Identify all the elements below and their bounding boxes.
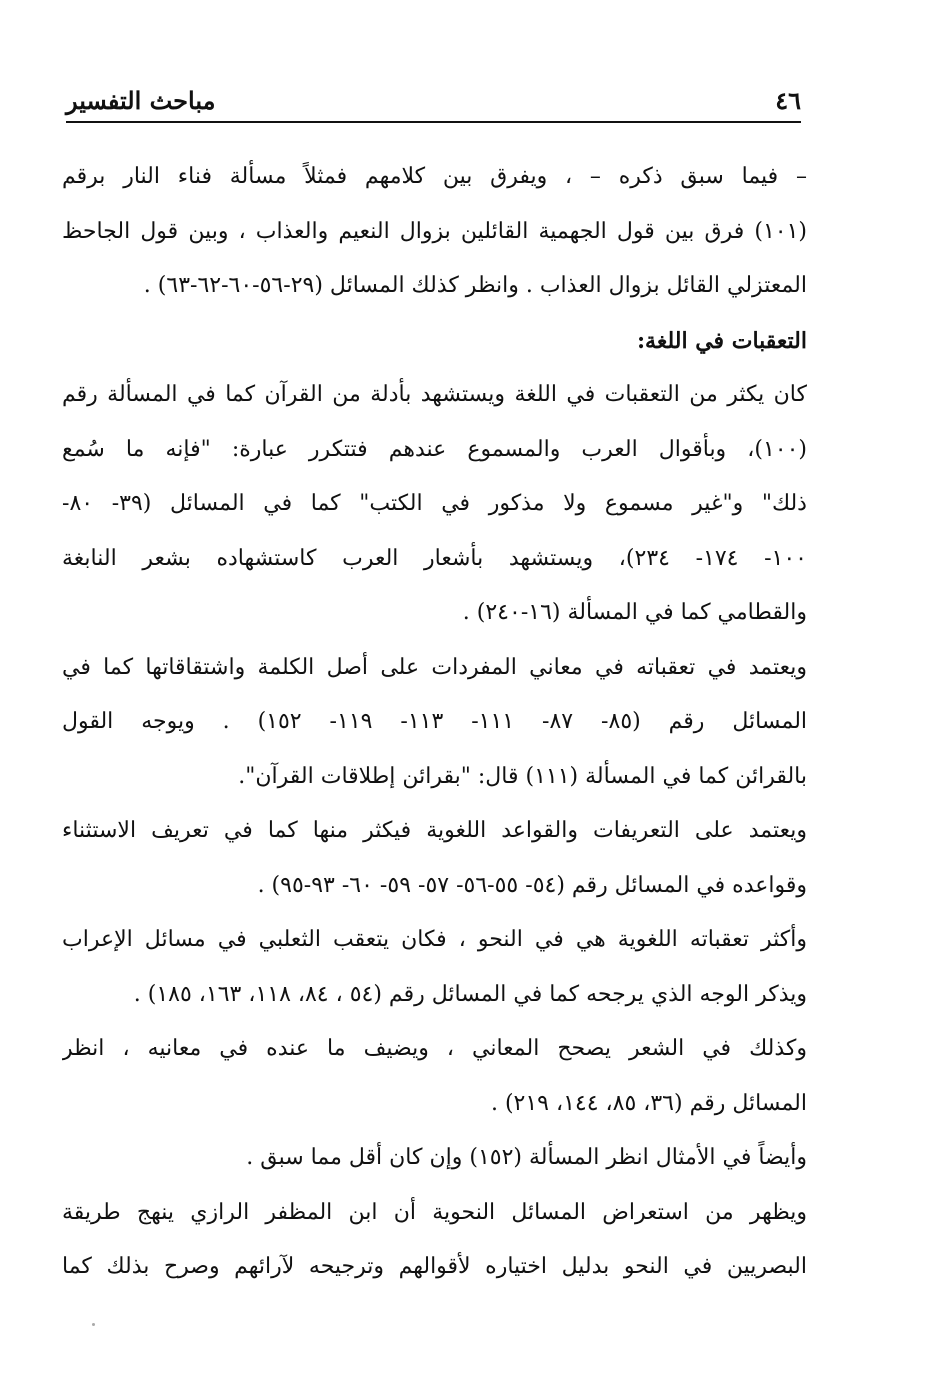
text-line: كان يكثر من التعقبات في اللغة ويستشهد بأدلة من القرآن كما في المسألة رقم xyxy=(62,382,807,407)
text-line: وكذلك في الشعر يصحح المعاني ، ويضيف ما عنده في معانيه ، انظر xyxy=(62,1036,807,1061)
section-heading: التعقبات في اللغة: xyxy=(636,327,807,354)
text-line: (١٠١) فرق بين قول الجهمية القائلين بزوال النعيم والعذاب ، وبين قول الجاحظ xyxy=(62,218,807,244)
text-line: (١٠٠)، وبأقوال العرب والمسموع عندهم فتتكرر عبارة: "فإنه ما سُمع xyxy=(62,436,807,462)
text-line: ويعتمد على التعريفات والقواعد اللغوية فيكثر منها كما في تعريف الاستثناء xyxy=(62,818,807,843)
text-line: وقواعده في المسائل رقم (٥٤- ٥٥-٥٦- ٥٧- ٥٩- ٦٠- ٩٣-٩٥) . xyxy=(257,872,807,898)
page-number: ٤٦ xyxy=(775,86,801,115)
header-rule xyxy=(66,121,801,123)
page-header xyxy=(66,82,801,122)
text-line: ويظهر من استعراض المسائل النحوية أن ابن المظفر الرازي ينهج طريقة xyxy=(62,1199,807,1225)
text-line: – فيما سبق ذكره – ، ويفرق بين كلامهم فمثلاً مسألة فناء النار برقم xyxy=(62,164,807,189)
text-line: المعتزلي القائل بزوال العذاب . وانظر كذلك المسائل (٢٩-٥٦-٦٠-٦٢-٦٣) . xyxy=(143,273,807,298)
scan-speck xyxy=(92,1323,95,1326)
text-line: وأكثر تعقباته اللغوية هي في النحو ، فكان يتعقب الثعلبي في مسائل الإعراب xyxy=(62,927,807,952)
text-line: بالقرائن كما في المسألة (١١١) قال: "بقرائن إطلاقات القرآن". xyxy=(238,763,807,789)
text-line: ويذكر الوجه الذي يرجحه كما في المسائل رقم (٥٤ ، ٨٤، ١١٨، ١٦٣، ١٨٥) . xyxy=(133,981,807,1007)
text-line: والقطامي كما في المسألة (١٦-٢٤٠) . xyxy=(462,600,807,625)
text-line: وأيضاً في الأمثال انظر المسألة (١٥٢) وإن كان أقل مما سبق . xyxy=(246,1145,807,1170)
text-line: البصريين في النحو بدليل اختياره لأقوالهم وترجيحه لآرائهم وصرح بذلك كما xyxy=(62,1254,807,1279)
body-text xyxy=(62,150,807,1295)
text-line: ذلك" و"غير مسموع ولا مذكور في الكتب" كما في المسائل (٣٩- ٨٠- xyxy=(62,491,807,516)
text-line: المسائل رقم (٨٥- ٨٧- ١١١- ١١٣- ١١٩- ١٥٢) . ويوجه القول xyxy=(62,709,807,734)
text-line: المسائل رقم (٣٦، ٨٥، ١٤٤، ٢١٩) . xyxy=(490,1090,807,1116)
text-line: ١٠٠- ١٧٤- ٢٣٤)، ويستشهد بأشعار العرب كاستشهاده بشعر النابغة xyxy=(62,545,807,571)
text-line: ويعتمد في تعقباته في معاني المفردات على أصل الكلمة واشتقاقاتها كما في xyxy=(62,654,807,680)
running-title: مباحث التفسير xyxy=(66,86,216,115)
